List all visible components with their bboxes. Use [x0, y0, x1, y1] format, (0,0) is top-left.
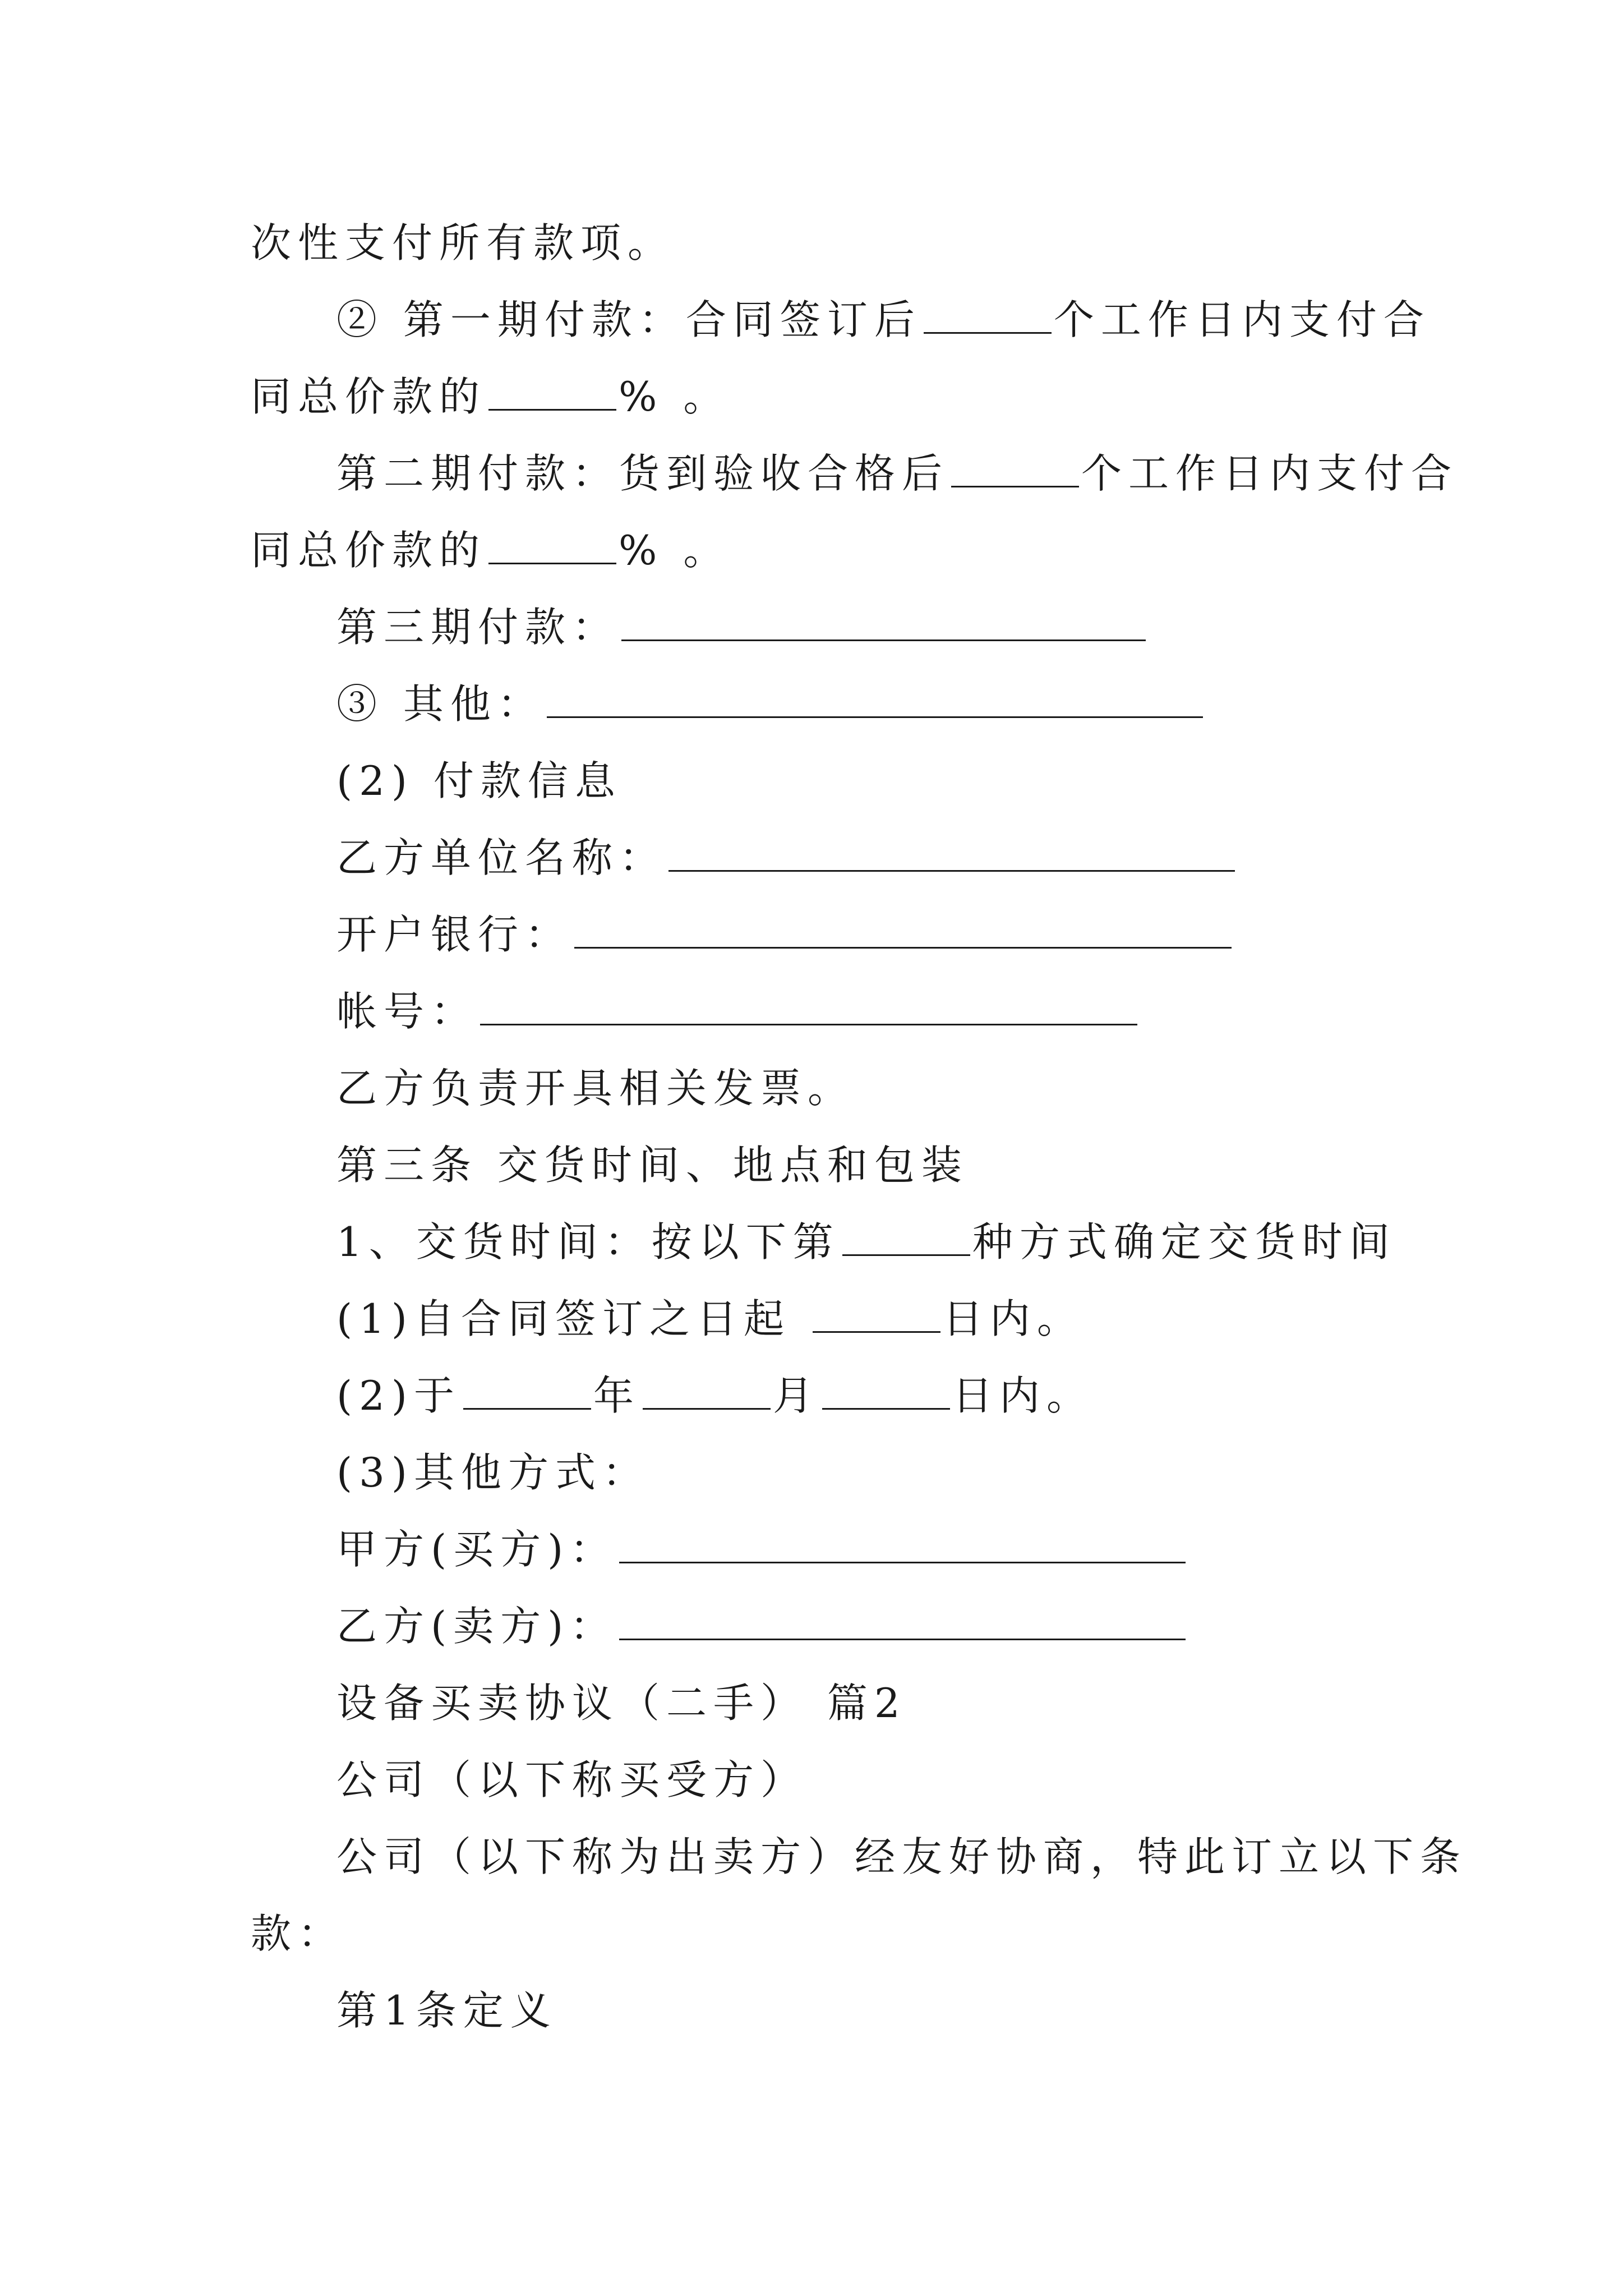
line-text: ② 第一期付款：合同签订后: [336, 296, 921, 343]
line-text: 第三条 交货时间、地点和包装: [336, 1142, 969, 1189]
text-line: [336, 1215, 1396, 1269]
fill-in-blank: [668, 831, 1235, 872]
text-line: [336, 984, 1140, 1038]
text-line: [336, 1753, 808, 1807]
fill-in-blank: [951, 447, 1079, 487]
text-line: [251, 370, 730, 424]
fill-in-blank: [488, 370, 616, 411]
text-line: [336, 1061, 855, 1115]
fill-in-blank: [822, 1369, 950, 1410]
line-text: 1、交货时间：按以下第: [336, 1218, 840, 1266]
text-line: [336, 908, 1234, 961]
line-text: 种方式确定交货时间: [972, 1218, 1396, 1266]
text-line: [251, 216, 675, 270]
line-text: 公司（以下称买受方）: [336, 1756, 808, 1803]
text-line: [336, 1446, 649, 1499]
text-line: [336, 831, 1237, 885]
line-text: 第1条定义: [336, 1987, 557, 2034]
text-line: [251, 1907, 345, 1961]
line-text: 款：: [251, 1910, 345, 1957]
line-text: (2) 付款信息: [336, 757, 622, 804]
line-text: 开户银行：: [336, 911, 573, 958]
text-line: [336, 677, 1205, 731]
line-text: 甲方(买方)：: [336, 1526, 617, 1573]
line-text: 乙方单位名称：: [336, 834, 667, 881]
line-text: 年: [593, 1372, 641, 1419]
fill-in-blank: [619, 1599, 1186, 1640]
line-text: 第二期付款：货到验收合格后: [336, 450, 949, 497]
text-line: [336, 1599, 1188, 1653]
fill-in-blank: [842, 1215, 970, 1256]
text-line: [336, 1522, 1188, 1576]
line-text: 第三期付款：: [336, 604, 620, 651]
text-line: [336, 293, 1431, 347]
fill-in-blank: [463, 1369, 591, 1410]
section-heading: [336, 1984, 557, 2037]
line-text: 乙方负责开具相关发票。: [336, 1065, 855, 1112]
line-text: % 。: [619, 527, 731, 574]
line-text: 个工作日内支付合: [1053, 296, 1431, 343]
line-text: 帐号：: [336, 988, 478, 1035]
line-text: 个工作日内支付合: [1081, 450, 1459, 497]
fill-in-blank: [488, 523, 616, 564]
fill-in-blank: [619, 1522, 1186, 1563]
line-text: 乙方(卖方)：: [336, 1603, 617, 1650]
line-text: (2)于: [336, 1372, 461, 1419]
line-text: (3)其他方式：: [336, 1449, 649, 1496]
line-text: 日内。: [942, 1295, 1084, 1342]
document-subtitle: [336, 1676, 907, 1730]
text-line: [336, 600, 1148, 654]
line-text: ③ 其他：: [336, 680, 545, 728]
line-text: 同总价款的: [251, 373, 487, 420]
fill-in-blank: [924, 293, 1052, 334]
text-line: [336, 1830, 1467, 1884]
line-text: 同总价款的: [251, 527, 487, 574]
line-text: 公司（以下称为出卖方）经友好协商，特此订立以下条: [336, 1833, 1468, 1880]
section-heading: [336, 1138, 969, 1192]
line-text: % 。: [619, 373, 731, 420]
line-text: 日内。: [952, 1372, 1094, 1419]
line-text: 次性支付所有款项。: [251, 219, 675, 266]
line-text: 月: [773, 1372, 820, 1419]
text-line: [336, 754, 622, 808]
fill-in-blank: [621, 600, 1146, 641]
text-line: [336, 1369, 1094, 1423]
text-line: [336, 447, 1458, 500]
fill-in-blank: [547, 677, 1203, 718]
fill-in-blank: [480, 984, 1137, 1025]
fill-in-blank: [643, 1369, 771, 1410]
fill-in-blank: [813, 1292, 940, 1333]
fill-in-blank: [574, 908, 1232, 949]
text-line: [251, 523, 730, 577]
text-line: [336, 1292, 1084, 1346]
line-text: 设备买卖协议（二手） 篇2: [336, 1680, 907, 1727]
line-text: (1)自合同签订之日起: [336, 1295, 791, 1342]
